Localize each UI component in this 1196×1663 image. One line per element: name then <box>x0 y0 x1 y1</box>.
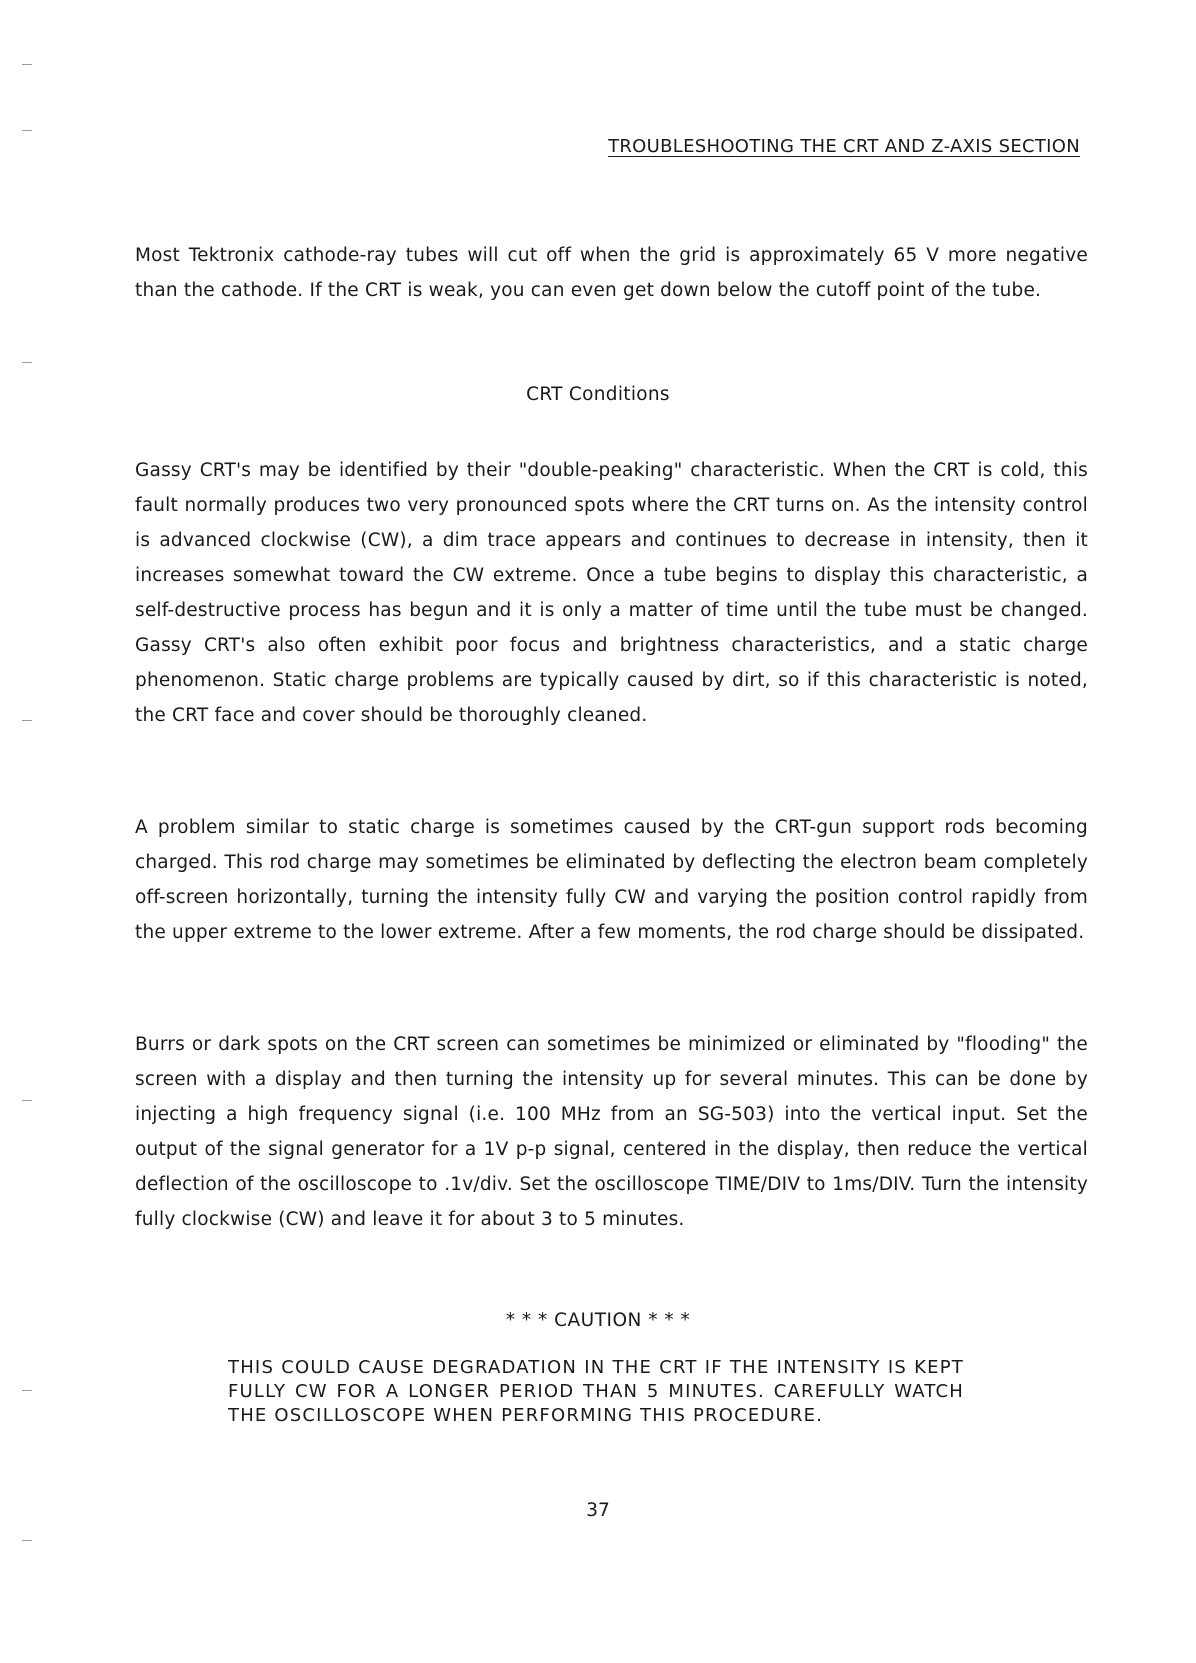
margin-mark <box>22 362 32 363</box>
margin-mark <box>22 720 32 721</box>
margin-mark <box>22 1390 32 1391</box>
paragraph-cutoff: Most Tektronix cathode-ray tubes will cut off when the grid is approximately 65 V more negative than the cathode. If the CRT is weak, you can even get down below the cutoff point of the tube. <box>135 245 1088 301</box>
running-head: TROUBLESHOOTING THE CRT AND Z-AXIS SECTION <box>608 136 1080 157</box>
margin-mark <box>22 1100 32 1101</box>
margin-mark <box>22 1540 32 1541</box>
paragraph-rod-charge: A problem similar to static charge is sometimes caused by the CRT-gun support rods becoming charged. This rod charge may sometimes be eliminated by deflecting the electron beam completely off-screen horizontally, turning the intensity fully CW and varying the position control rapidly from the upper extreme to the lower extreme. After a few moments, the rod charge should be dissipated. <box>135 817 1088 943</box>
margin-mark <box>22 64 32 65</box>
margin-mark <box>22 130 32 131</box>
caution-body: THIS COULD CAUSE DEGRADATION IN THE CRT IF THE INTENSITY IS KEPT FULLY CW FOR A LONGER PERIOD THAN 5 MINUTES. CAREFULLY WATCH THE OSCILLOSCOPE WHEN PERFORMING THIS PROCEDURE. <box>228 1357 964 1426</box>
paragraph-flooding: Burrs or dark spots on the CRT screen can sometimes be minimized or eliminated by "flooding" the screen with a display and then turning the intensity up for several minutes. This can be done by injecting a high frequency signal (i.e. 100 MHz from an SG-503) into the vertical input. Set the output of the signal generator for a 1V p-p signal, centered in the display, then reduce the vertical deflection of the oscilloscope to .1v/div. Set the oscilloscope TIME/DIV to 1ms/DIV. Turn the intensity fully clockwise (CW) and leave it for about 3 to 5 minutes. <box>135 1034 1088 1230</box>
page-number: 37 <box>586 1500 610 1521</box>
caution-heading: * * * CAUTION * * * <box>505 1310 691 1331</box>
paragraph-gassy-crt: Gassy CRT's may be identified by their "double-peaking" characteristic. When the CRT is cold, this fault normally produces two very pronounced spots where the CRT turns on. As the intensity control is advanced clockwise (CW), a dim trace appears and continues to decrease in intensity, then it increases somewhat toward the CW extreme. Once a tube begins to display this characteristic, a self-destructive process has begun and it is only a matter of time until the tube must be changed. Gassy CRT's also often exhibit poor focus and brightness characteristics, and a static charge phenomenon. Static charge problems are typically caused by dirt, so if this characteristic is noted, the CRT face and cover should be thoroughly cleaned. <box>135 460 1088 726</box>
section-heading: CRT Conditions <box>526 384 670 405</box>
